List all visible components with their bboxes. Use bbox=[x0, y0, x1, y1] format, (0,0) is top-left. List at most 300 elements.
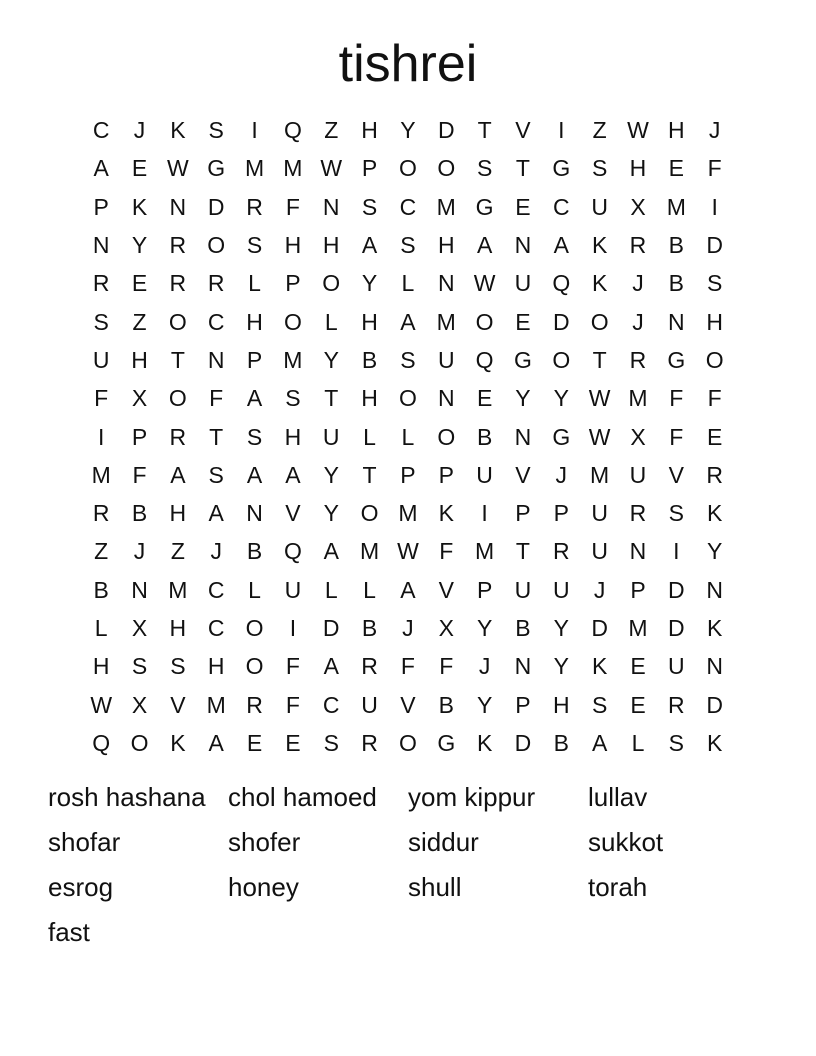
word-list-item: honey bbox=[228, 872, 299, 902]
grid-letter: S bbox=[131, 653, 148, 680]
grid-letter: B bbox=[246, 538, 263, 565]
grid-letter: A bbox=[170, 461, 186, 488]
grid-letter: E bbox=[131, 270, 148, 297]
grid-row bbox=[82, 571, 734, 609]
grid-letter: Z bbox=[94, 538, 109, 565]
grid-letter: M bbox=[359, 538, 380, 565]
word-list-item: shofer bbox=[228, 827, 301, 857]
grid-letter: P bbox=[438, 461, 454, 488]
grid-letter: P bbox=[131, 423, 148, 450]
grid-letter: O bbox=[705, 346, 724, 373]
grid-letter: B bbox=[476, 423, 493, 450]
grid-letter: K bbox=[476, 729, 493, 756]
word-list-item: chol hamoed bbox=[228, 782, 377, 812]
grid-letter: Y bbox=[476, 691, 493, 718]
grid-letter: Y bbox=[476, 615, 493, 641]
grid-letter: W bbox=[588, 423, 611, 450]
grid-letter: M bbox=[628, 615, 648, 641]
grid-letter: B bbox=[131, 500, 148, 527]
grid-letter: Z bbox=[132, 308, 147, 335]
grid-letter: K bbox=[170, 729, 186, 756]
grid-letter: F bbox=[132, 461, 147, 488]
grid-letter: R bbox=[668, 691, 685, 718]
grid-letter: R bbox=[552, 538, 570, 565]
grid-letter: N bbox=[706, 653, 723, 680]
grid-letter: E bbox=[476, 385, 493, 412]
grid-letter: P bbox=[400, 461, 416, 488]
grid-letter: R bbox=[169, 423, 187, 450]
grid-letter: L bbox=[324, 308, 338, 335]
grid-letter: R bbox=[207, 270, 225, 297]
grid-letter: L bbox=[401, 423, 415, 450]
grid-letter: F bbox=[285, 193, 300, 220]
grid-letter: N bbox=[668, 308, 685, 335]
grid-row bbox=[82, 494, 734, 532]
grid-letter: T bbox=[362, 461, 377, 488]
grid-letter: H bbox=[437, 232, 455, 259]
grid-letter: Y bbox=[707, 538, 723, 565]
grid-letter: M bbox=[398, 500, 418, 527]
grid-letter: H bbox=[131, 346, 148, 373]
grid-letter: N bbox=[169, 193, 187, 220]
grid-letter: M bbox=[666, 193, 686, 220]
grid-letter: H bbox=[668, 117, 685, 144]
grid-letter: H bbox=[361, 308, 378, 335]
grid-letter: K bbox=[707, 615, 723, 641]
grid-letter: A bbox=[208, 729, 224, 756]
grid-letter: J bbox=[708, 117, 721, 144]
grid-letter: W bbox=[588, 385, 611, 412]
word-list bbox=[48, 775, 768, 955]
grid-letter: W bbox=[473, 270, 496, 297]
grid-letter: F bbox=[94, 385, 109, 412]
grid-letter: V bbox=[668, 461, 684, 488]
grid-row bbox=[82, 417, 734, 455]
grid-letter: N bbox=[437, 385, 455, 412]
grid-letter: S bbox=[361, 193, 378, 220]
grid-letter: L bbox=[94, 615, 108, 641]
grid-letter: N bbox=[514, 653, 532, 680]
grid-letter: O bbox=[360, 500, 379, 527]
grid-letter: V bbox=[400, 691, 416, 718]
grid-letter: S bbox=[591, 691, 608, 718]
grid-letter: B bbox=[361, 346, 378, 373]
grid-letter: H bbox=[629, 155, 647, 182]
grid-letter: S bbox=[208, 117, 224, 144]
grid-letter: A bbox=[361, 232, 378, 259]
grid-letter: J bbox=[133, 117, 146, 144]
grid-row bbox=[82, 264, 734, 302]
grid-letter: B bbox=[668, 232, 684, 259]
grid-letter: D bbox=[591, 615, 608, 641]
grid-letter: H bbox=[169, 615, 187, 641]
grid-letter: S bbox=[400, 346, 416, 373]
grid-letter: L bbox=[363, 576, 376, 603]
grid-letter: C bbox=[92, 117, 110, 144]
grid-letter: Q bbox=[92, 729, 111, 756]
word-list-item: sukkot bbox=[588, 827, 664, 857]
grid-letter: L bbox=[631, 729, 645, 756]
grid-letter: B bbox=[361, 615, 378, 641]
grid-letter: O bbox=[398, 729, 417, 756]
grid-letter: Y bbox=[553, 653, 569, 680]
grid-letter: U bbox=[668, 653, 685, 680]
grid-letter: S bbox=[476, 155, 493, 182]
grid-letter: H bbox=[92, 653, 110, 680]
grid-row bbox=[82, 724, 734, 762]
grid-letter: H bbox=[284, 423, 302, 450]
grid-letter: A bbox=[591, 729, 608, 756]
grid-letter: G bbox=[207, 155, 226, 182]
grid-letter: V bbox=[515, 117, 531, 144]
grid-letter: V bbox=[438, 576, 454, 603]
grid-letter: A bbox=[246, 385, 263, 412]
grid-letter: U bbox=[591, 500, 608, 527]
grid-letter: G bbox=[667, 346, 686, 373]
grid-letter: X bbox=[630, 193, 646, 220]
grid-letter: S bbox=[668, 729, 684, 756]
grid-letter: S bbox=[246, 423, 263, 450]
grid-letter: E bbox=[246, 729, 263, 756]
grid-row bbox=[82, 341, 734, 379]
grid-letter: L bbox=[363, 423, 376, 450]
grid-letter: N bbox=[437, 270, 455, 297]
grid-letter: A bbox=[323, 653, 339, 680]
grid-letter: K bbox=[707, 500, 723, 527]
grid-letter: Q bbox=[475, 346, 494, 373]
grid-letter: R bbox=[169, 270, 187, 297]
grid-letter: E bbox=[131, 155, 148, 182]
grid-letter: D bbox=[437, 117, 455, 144]
grid-letter: G bbox=[475, 193, 494, 220]
grid-letter: F bbox=[707, 155, 722, 182]
grid-letter: M bbox=[475, 538, 495, 565]
grid-letter: H bbox=[552, 691, 570, 718]
grid-letter: F bbox=[439, 653, 454, 680]
grid-letter: A bbox=[400, 308, 416, 335]
grid-letter: A bbox=[208, 500, 224, 527]
grid-letter: Q bbox=[283, 117, 302, 144]
grid-letter: E bbox=[707, 423, 723, 450]
grid-row bbox=[82, 456, 734, 494]
grid-letter: J bbox=[210, 538, 222, 565]
grid-row bbox=[82, 188, 734, 226]
grid-letter: N bbox=[514, 423, 532, 450]
grid-letter: A bbox=[285, 461, 301, 488]
grid-letter: P bbox=[246, 346, 263, 373]
grid-letter: F bbox=[400, 653, 415, 680]
grid-letter: C bbox=[552, 193, 570, 220]
grid-letter: E bbox=[630, 691, 646, 718]
grid-letter: B bbox=[515, 615, 531, 641]
grid-letter: K bbox=[131, 193, 148, 220]
grid-letter: I bbox=[558, 117, 565, 144]
grid-letter: U bbox=[514, 576, 532, 603]
grid-letter: E bbox=[668, 155, 684, 182]
word-list-item: torah bbox=[588, 872, 648, 902]
page-title: tishrei bbox=[338, 35, 478, 93]
grid-letter: R bbox=[629, 500, 647, 527]
grid-letter: N bbox=[92, 232, 110, 259]
grid-letter: B bbox=[553, 729, 569, 756]
grid-letter: R bbox=[361, 729, 378, 756]
grid-letter: U bbox=[92, 346, 110, 373]
grid-row bbox=[82, 149, 734, 187]
grid-letter: A bbox=[400, 576, 416, 603]
grid-letter: I bbox=[289, 615, 297, 641]
grid-letter: W bbox=[90, 691, 113, 718]
grid-letter: X bbox=[131, 615, 148, 641]
word-list-item: yom kippur bbox=[408, 782, 536, 812]
grid-letter: V bbox=[515, 461, 531, 488]
word-list-item: lullav bbox=[588, 782, 648, 812]
grid-letter: D bbox=[706, 691, 723, 718]
grid-letter: Y bbox=[131, 232, 148, 259]
grid-letter: Y bbox=[361, 270, 378, 297]
grid-letter: B bbox=[93, 576, 109, 603]
grid-letter: S bbox=[668, 500, 684, 527]
grid-letter: S bbox=[400, 232, 416, 259]
grid-letter: G bbox=[437, 729, 456, 756]
grid-letter: K bbox=[707, 729, 723, 756]
grid-letter: O bbox=[168, 308, 187, 335]
grid-letter: B bbox=[668, 270, 684, 297]
grid-letter: C bbox=[399, 193, 417, 220]
grid-letter: O bbox=[437, 155, 456, 182]
grid-letter: U bbox=[514, 270, 532, 297]
grid-letter: J bbox=[478, 653, 491, 680]
grid-letter: A bbox=[93, 155, 109, 182]
grid-row bbox=[82, 226, 734, 264]
grid-letter: T bbox=[592, 346, 607, 373]
grid-letter: O bbox=[207, 232, 226, 259]
grid-letter: A bbox=[323, 538, 339, 565]
grid-letter: U bbox=[591, 538, 608, 565]
grid-letter: C bbox=[207, 576, 225, 603]
grid-letter: G bbox=[552, 423, 571, 450]
grid-letter: H bbox=[207, 653, 225, 680]
grid-letter: C bbox=[322, 691, 340, 718]
grid-letter: T bbox=[324, 385, 339, 412]
grid-letter: F bbox=[285, 691, 300, 718]
grid-letter: Y bbox=[323, 461, 339, 488]
grid-letter: S bbox=[208, 461, 224, 488]
grid-letter: N bbox=[246, 500, 263, 527]
grid-letter: N bbox=[706, 576, 723, 603]
grid-letter: P bbox=[515, 500, 531, 527]
grid-letter: E bbox=[630, 653, 646, 680]
grid-letter: U bbox=[476, 461, 493, 488]
grid-letter: C bbox=[207, 615, 225, 641]
grid-letter: R bbox=[246, 691, 263, 718]
word-list-item: rosh hashana bbox=[48, 782, 206, 812]
grid-letter: L bbox=[401, 270, 415, 297]
grid-letter: K bbox=[438, 500, 454, 527]
grid-letter: E bbox=[285, 729, 301, 756]
grid-letter: R bbox=[361, 653, 378, 680]
grid-letter: M bbox=[91, 461, 111, 488]
grid-letter: E bbox=[515, 308, 531, 335]
grid-letter: E bbox=[515, 193, 531, 220]
grid-letter: X bbox=[131, 691, 148, 718]
grid-letter: Z bbox=[170, 538, 185, 565]
grid-letter: H bbox=[706, 308, 723, 335]
grid-letter: N bbox=[629, 538, 647, 565]
grid-letter: O bbox=[245, 653, 264, 680]
grid-letter: I bbox=[97, 423, 105, 450]
grid-letter: M bbox=[206, 691, 226, 718]
grid-letter: V bbox=[170, 691, 186, 718]
grid-letter: Y bbox=[323, 500, 339, 527]
grid-letter: S bbox=[170, 653, 186, 680]
grid-letter: S bbox=[246, 232, 263, 259]
grid-row bbox=[82, 647, 734, 685]
grid-letter: R bbox=[92, 270, 110, 297]
grid-letter: T bbox=[170, 346, 185, 373]
grid-letter: N bbox=[207, 346, 225, 373]
grid-letter: D bbox=[668, 576, 685, 603]
grid-letter: G bbox=[552, 155, 571, 182]
grid-letter: O bbox=[322, 270, 341, 297]
word-list-item: shull bbox=[408, 872, 462, 902]
grid-letter: U bbox=[284, 576, 302, 603]
grid-letter: M bbox=[244, 155, 265, 182]
grid-letter: O bbox=[437, 423, 456, 450]
grid-letter: Z bbox=[592, 117, 607, 144]
grid-letter: A bbox=[246, 461, 263, 488]
grid-letter: Y bbox=[323, 346, 339, 373]
grid-letter: D bbox=[207, 193, 225, 220]
grid-letter: J bbox=[133, 538, 146, 565]
grid-letter: M bbox=[283, 346, 303, 373]
grid-letter: H bbox=[246, 308, 263, 335]
grid-letter: O bbox=[590, 308, 609, 335]
grid-letter: D bbox=[706, 232, 723, 259]
word-list-item: shofar bbox=[48, 827, 121, 857]
grid-letter: S bbox=[591, 155, 608, 182]
grid-letter: U bbox=[591, 193, 608, 220]
grid-letter: I bbox=[481, 500, 488, 527]
grid-letter: W bbox=[320, 155, 343, 182]
grid-letter: I bbox=[673, 538, 680, 565]
grid-letter: K bbox=[591, 653, 608, 680]
grid-letter: M bbox=[168, 576, 188, 603]
grid-row bbox=[82, 609, 734, 647]
grid-letter: F bbox=[209, 385, 224, 412]
grid-letter: P bbox=[630, 576, 646, 603]
grid-letter: I bbox=[251, 117, 258, 144]
grid-letter: J bbox=[632, 308, 644, 335]
grid-letter: W bbox=[397, 538, 419, 565]
word-list-item: fast bbox=[48, 917, 90, 947]
grid-letter: T bbox=[515, 155, 530, 182]
grid-letter: U bbox=[552, 576, 570, 603]
grid-letter: X bbox=[438, 615, 454, 641]
grid-letter: M bbox=[436, 308, 456, 335]
grid-letter: K bbox=[170, 117, 186, 144]
grid-letter: O bbox=[475, 308, 494, 335]
grid-letter: D bbox=[668, 615, 685, 641]
grid-row bbox=[82, 685, 734, 723]
grid-letter: X bbox=[630, 423, 646, 450]
letter-grid bbox=[82, 111, 734, 762]
grid-letter: T bbox=[209, 423, 224, 450]
grid-letter: Y bbox=[553, 385, 569, 412]
grid-letter: Z bbox=[324, 117, 339, 144]
grid-letter: U bbox=[437, 346, 455, 373]
grid-letter: A bbox=[553, 232, 569, 259]
grid-letter: R bbox=[629, 346, 647, 373]
grid-letter: C bbox=[207, 308, 225, 335]
grid-letter: S bbox=[93, 308, 109, 335]
grid-letter: F bbox=[285, 653, 300, 680]
grid-letter: J bbox=[632, 270, 644, 297]
grid-letter: O bbox=[245, 615, 264, 641]
word-list-item: siddur bbox=[408, 827, 479, 857]
grid-letter: S bbox=[285, 385, 301, 412]
grid-letter: O bbox=[283, 308, 302, 335]
grid-letter: M bbox=[436, 193, 456, 220]
grid-letter: L bbox=[248, 576, 261, 603]
grid-letter: W bbox=[627, 117, 649, 144]
grid-letter: M bbox=[590, 461, 610, 488]
grid-letter: Y bbox=[400, 117, 416, 144]
grid-letter: U bbox=[361, 691, 378, 718]
grid-letter: N bbox=[322, 193, 340, 220]
grid-letter: R bbox=[169, 232, 187, 259]
grid-letter: R bbox=[246, 193, 263, 220]
grid-row bbox=[82, 111, 734, 149]
grid-letter: O bbox=[398, 155, 417, 182]
grid-row bbox=[82, 532, 734, 570]
grid-letter: N bbox=[514, 232, 532, 259]
grid-letter: J bbox=[593, 576, 606, 603]
grid-letter: L bbox=[248, 270, 261, 297]
grid-letter: P bbox=[93, 193, 109, 220]
grid-letter: D bbox=[322, 615, 340, 641]
grid-letter: G bbox=[514, 346, 532, 373]
grid-letter: O bbox=[552, 346, 571, 373]
grid-letter: J bbox=[555, 461, 568, 488]
grid-letter: N bbox=[131, 576, 148, 603]
grid-row bbox=[82, 379, 734, 417]
grid-letter: A bbox=[476, 232, 493, 259]
grid-letter: K bbox=[591, 232, 608, 259]
grid-letter: H bbox=[361, 385, 378, 412]
grid-letter: J bbox=[402, 615, 414, 641]
grid-letter: F bbox=[669, 423, 684, 450]
grid-letter: H bbox=[284, 232, 302, 259]
grid-letter: Q bbox=[283, 538, 302, 565]
grid-letter: R bbox=[92, 500, 110, 527]
grid-letter: L bbox=[324, 576, 338, 603]
grid-letter: S bbox=[323, 729, 339, 756]
grid-letter: Y bbox=[515, 385, 531, 412]
grid-letter: H bbox=[169, 500, 187, 527]
word-list-item: esrog bbox=[48, 872, 114, 902]
grid-letter: M bbox=[628, 385, 648, 412]
grid-letter: R bbox=[706, 461, 723, 488]
grid-letter: F bbox=[669, 385, 684, 412]
grid-letter: K bbox=[591, 270, 608, 297]
grid-letter: O bbox=[168, 385, 187, 412]
grid-letter: P bbox=[361, 155, 378, 182]
grid-letter: P bbox=[285, 270, 301, 297]
grid-letter: O bbox=[130, 729, 149, 756]
grid-letter: U bbox=[629, 461, 647, 488]
grid-letter: T bbox=[515, 538, 530, 565]
grid-letter: O bbox=[398, 385, 417, 412]
